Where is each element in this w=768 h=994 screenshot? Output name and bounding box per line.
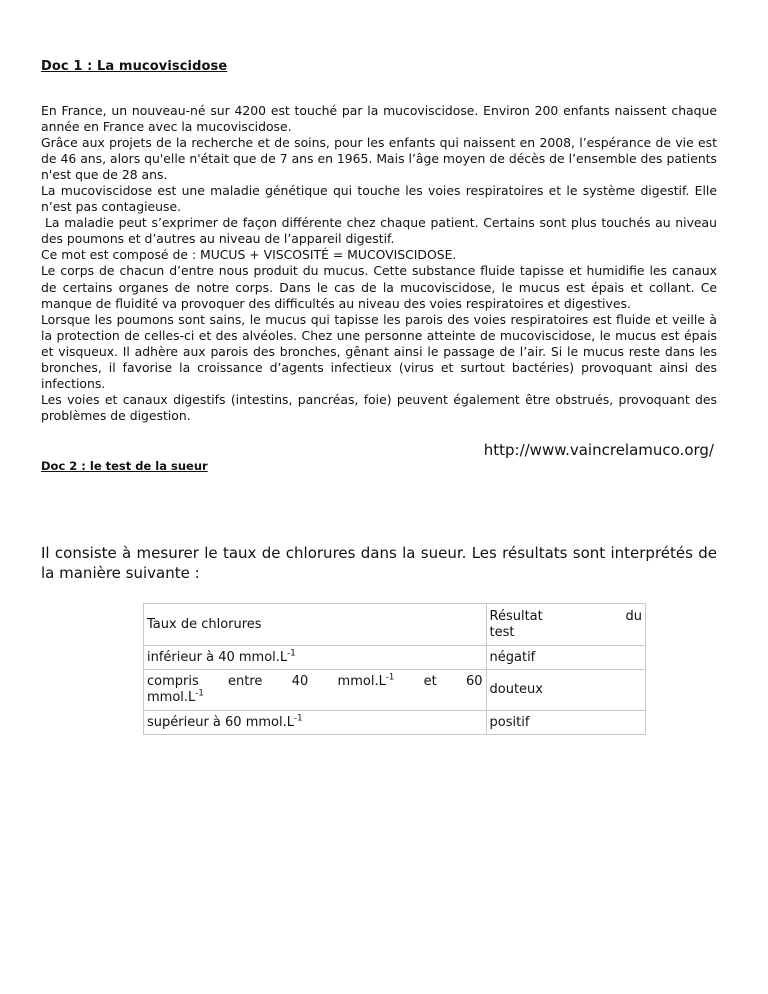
source-link[interactable]: http://www.vaincrelamuco.org/ xyxy=(483,441,714,459)
doc1-paragraph-prevalence: En France, un nouveau-né sur 4200 est touché par la mucoviscidose. Environ 200 enfants naissent chaque année en France avec la mucoviscidose. xyxy=(41,103,717,135)
doc1-paragraph-lungs: Lorsque les poumons sont sains, le mucus qui tapisse les parois des voies respiratoires est fluide et veille à la protection de celles-ci et des alvéoles. Chez une personne atteinte de mucoviscidose, le mucus est épais et visqueux. Il adhère aux parois des bronches, gênant ainsi le passage de l’air. Si le mucus reste dans les bronches, il favorise la croissance d’agents infectieux (virus et surtout bactéries) provoquant ainsi des infections. xyxy=(41,311,717,391)
doc2-title: Doc 2 : le test de la sueur xyxy=(41,459,208,473)
doc1-title: Doc 1 : La mucoviscidose xyxy=(41,59,228,74)
doc1-paragraph-mucus: Le corps de chacun d’entre nous produit du mucus. Cette substance fluide tapisse et humidifie les canaux de certains organes de notre corps. Dans le cas de la mucoviscidose, le mucus est épais et collant. Ce manque de fluidité va provoquer des difficultés au niveau des voies respiratoires et digestives. xyxy=(41,263,717,311)
sweat-test-table xyxy=(143,603,646,735)
condition-cell: supérieur à 60 $mmol.L^{-1}$ xyxy=(144,711,487,735)
table-header-row xyxy=(144,604,646,646)
result-cell: douteux xyxy=(486,670,645,711)
doc1-paragraph-etymology: Ce mot est composé de : MUCUS + VISCOSITÉ = MUCOVISCIDOSE. xyxy=(41,247,457,263)
header-test-result xyxy=(486,604,645,646)
result-cell: positif xyxy=(486,711,645,735)
header-test-result-line2: test xyxy=(489,624,515,640)
header-test-result-line1: Résultat du xyxy=(489,608,642,624)
condition-cell: inférieur à 40 $mmol.L^{-1}$ xyxy=(144,646,487,670)
table-row xyxy=(144,670,646,711)
doc1-paragraph-expression: La maladie peut s’exprimer de façon différente chez chaque patient. Certains sont plus touchés au niveau des poumons et d’autres au niveau de l’appareil digestif. xyxy=(41,215,717,247)
condition-cell: compris entre 40 $mmol.L^{-1}$ et 60 $mmol.L^{-1}$ xyxy=(144,670,487,711)
table-row xyxy=(144,711,646,735)
doc2-paragraph: Il consiste à mesurer le taux de chlorures dans la sueur. Les résultats sont interprétés de la manière suivante : xyxy=(41,544,717,582)
result-cell: négatif xyxy=(486,646,645,670)
doc1-paragraph-life-expectancy: Grâce aux projets de la recherche et de soins, pour les enfants qui naissent en 2008, l’espérance de vie est de 46 ans, alors qu'elle n'était que de 7 ans en 1965. Mais l’âge moyen de décès de l’ensemble des patients n'est que de 28 ans. xyxy=(41,135,717,183)
header-chloride-rate: Taux de chlorures xyxy=(144,604,487,646)
doc1-paragraph-digestion: Les voies et canaux digestifs (intestins, pancréas, foie) peuvent également être obstrués, provoquant des problèmes de digestion. xyxy=(41,391,717,423)
table-row xyxy=(144,646,646,670)
doc1-body xyxy=(41,103,717,424)
doc1-paragraph-definition: La mucoviscidose est une maladie génétique qui touche les voies respiratoires et le système digestif. Elle n’est pas contagieuse. xyxy=(41,183,717,215)
doc2-body xyxy=(41,544,717,583)
